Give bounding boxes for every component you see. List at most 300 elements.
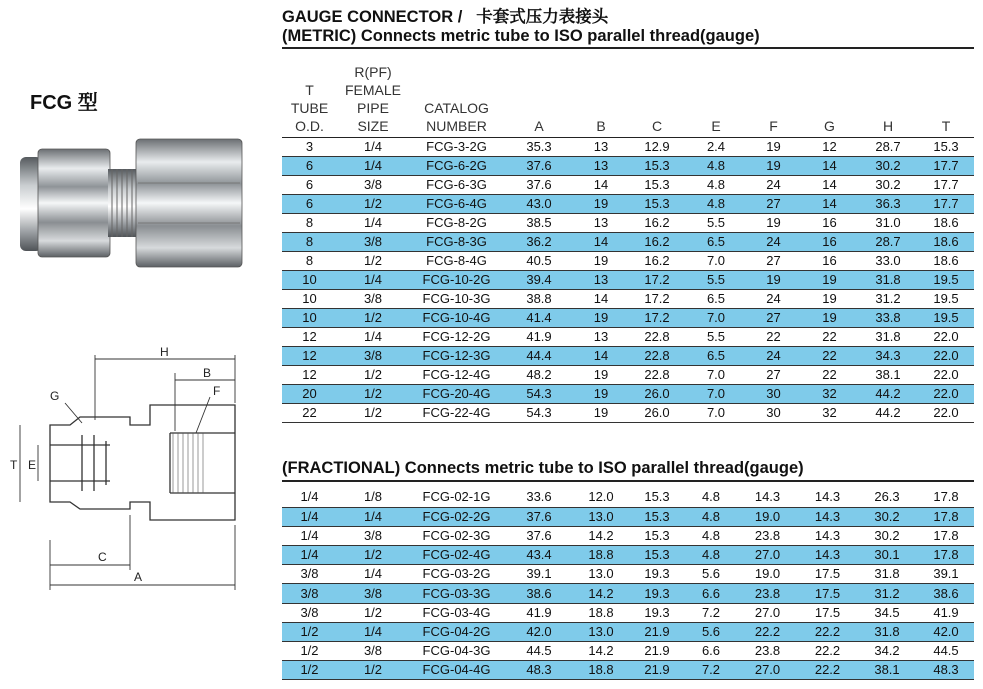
table-cell: 23.8 <box>736 526 799 545</box>
table-cell: 3 <box>282 138 337 157</box>
table-cell: 1/4 <box>282 546 337 565</box>
table-cell: 16.2 <box>628 214 686 233</box>
table-cell: 39.4 <box>504 271 574 290</box>
table-cell: 14.3 <box>736 488 799 507</box>
table-cell: 27 <box>746 309 801 328</box>
table-cell: 19.0 <box>736 565 799 584</box>
table-cell: 34.3 <box>858 347 918 366</box>
table-cell: 22.8 <box>628 347 686 366</box>
table-cell: FCG-12-4G <box>409 366 504 385</box>
table-cell: FCG-03-3G <box>409 584 504 603</box>
table-cell: 31.2 <box>856 584 918 603</box>
metric-header-row <box>282 63 974 138</box>
table-cell: 6.5 <box>686 347 746 366</box>
table-cell: 43.0 <box>504 195 574 214</box>
table-cell: 30 <box>746 404 801 423</box>
metric-header-cell <box>918 63 974 138</box>
table-cell: 14.3 <box>799 488 856 507</box>
dimension-drawing <box>10 345 265 600</box>
table-cell: FCG-04-4G <box>409 661 504 680</box>
table-cell: 13.0 <box>574 565 628 584</box>
table-row <box>282 271 974 290</box>
table-cell: 7.0 <box>686 309 746 328</box>
table-cell: 20 <box>282 385 337 404</box>
table-cell: 12 <box>282 366 337 385</box>
table-cell: FCG-02-3G <box>409 526 504 545</box>
product-photo <box>12 135 272 270</box>
title-line-1 <box>282 8 974 27</box>
table-cell: 14 <box>574 290 628 309</box>
title-en: GAUGE CONNECTOR / <box>282 8 463 26</box>
table-cell: 22 <box>282 404 337 423</box>
table-cell: 1/2 <box>337 385 409 404</box>
table-cell: 1/2 <box>337 404 409 423</box>
label-C: C <box>98 550 107 564</box>
table-cell: 1/2 <box>337 195 409 214</box>
table-cell: 35.3 <box>504 138 574 157</box>
table-cell: 10 <box>282 290 337 309</box>
table-cell: 14.3 <box>799 526 856 545</box>
table-cell: 3/8 <box>337 526 409 545</box>
table-cell: 19.5 <box>918 271 974 290</box>
table-cell: 18.6 <box>918 214 974 233</box>
table-cell: 42.0 <box>918 622 974 641</box>
table-cell: 34.2 <box>856 642 918 661</box>
table-cell: 30 <box>746 385 801 404</box>
table-cell: FCG-10-2G <box>409 271 504 290</box>
table-cell: 3/8 <box>337 176 409 195</box>
table-cell: 19 <box>574 195 628 214</box>
table-cell: 22 <box>801 328 858 347</box>
table-cell: 13.0 <box>574 622 628 641</box>
table-cell: 13.0 <box>574 507 628 526</box>
header-line: C <box>651 118 663 134</box>
table-cell: 37.6 <box>504 176 574 195</box>
table-cell: 2.4 <box>686 138 746 157</box>
table-cell: 32 <box>801 385 858 404</box>
metric-header-cell <box>801 63 858 138</box>
table-cell: 19 <box>574 309 628 328</box>
table-cell: 30.2 <box>858 176 918 195</box>
table-cell: 12 <box>282 328 337 347</box>
table-cell: 39.1 <box>918 565 974 584</box>
table-cell: 13 <box>574 328 628 347</box>
table-cell: 38.1 <box>858 366 918 385</box>
table-cell: FCG-8-3G <box>409 233 504 252</box>
header-line: O.D. <box>295 118 324 134</box>
table-cell: 14 <box>574 233 628 252</box>
title-block <box>282 8 974 49</box>
table-cell: 24 <box>746 233 801 252</box>
metric-header-cell <box>574 63 628 138</box>
table-row <box>282 233 974 252</box>
table-cell: 17.7 <box>918 157 974 176</box>
table-cell: 19 <box>746 214 801 233</box>
table-cell: 19 <box>574 366 628 385</box>
label-F: F <box>213 384 221 398</box>
table-cell: FCG-02-2G <box>409 507 504 526</box>
table-cell: 28.7 <box>858 138 918 157</box>
table-cell: 13 <box>574 271 628 290</box>
table-cell: 30.2 <box>856 507 918 526</box>
table-cell: 3/8 <box>282 603 337 622</box>
table-cell: 24 <box>746 290 801 309</box>
table-cell: 16 <box>801 252 858 271</box>
table-cell: 30.1 <box>856 546 918 565</box>
table-cell: 31.8 <box>858 328 918 347</box>
table-cell: FCG-10-4G <box>409 309 504 328</box>
header-line: B <box>596 118 606 134</box>
table-row <box>282 488 974 507</box>
table-cell: 13 <box>574 157 628 176</box>
table-cell: 1/4 <box>337 507 409 526</box>
table-cell: 36.3 <box>858 195 918 214</box>
table-row <box>282 622 974 641</box>
label-T: T <box>10 458 18 472</box>
header-line: TUBE <box>290 100 329 116</box>
table-cell: 1/4 <box>337 328 409 347</box>
table-cell: 1/4 <box>282 526 337 545</box>
table-cell: 19.3 <box>628 603 686 622</box>
table-cell: 14.2 <box>574 642 628 661</box>
table-cell: 12 <box>801 138 858 157</box>
header-line: NUMBER <box>426 118 487 134</box>
table-cell: FCG-02-1G <box>409 488 504 507</box>
table-cell: 14 <box>801 195 858 214</box>
table-cell: FCG-8-4G <box>409 252 504 271</box>
table-cell: 1/2 <box>337 252 409 271</box>
table-cell: FCG-22-4G <box>409 404 504 423</box>
table-cell: 7.0 <box>686 252 746 271</box>
label-G: G <box>50 389 60 403</box>
table-cell: 22.0 <box>918 404 974 423</box>
table-cell: 15.3 <box>628 176 686 195</box>
table-row <box>282 366 974 385</box>
table-cell: FCG-6-4G <box>409 195 504 214</box>
table-cell: 39.1 <box>504 565 574 584</box>
table-cell: FCG-04-3G <box>409 642 504 661</box>
table-cell: 22.8 <box>628 328 686 347</box>
table-cell: 22 <box>746 328 801 347</box>
table-cell: 1/4 <box>337 138 409 157</box>
table-cell: 24 <box>746 347 801 366</box>
table-cell: FCG-03-4G <box>409 603 504 622</box>
table-cell: 1/4 <box>282 507 337 526</box>
table-cell: 14.2 <box>574 526 628 545</box>
table-cell: 19.3 <box>628 565 686 584</box>
table-cell: 15.3 <box>628 526 686 545</box>
table-cell: 16.2 <box>628 233 686 252</box>
table-cell: 26.0 <box>628 404 686 423</box>
table-cell: 14 <box>801 176 858 195</box>
table-row <box>282 309 974 328</box>
table-cell: 31.0 <box>858 214 918 233</box>
table-cell: 37.6 <box>504 526 574 545</box>
table-cell: 19 <box>801 271 858 290</box>
table-cell: 6 <box>282 176 337 195</box>
label-B: B <box>203 366 212 380</box>
table-cell: 14.2 <box>574 584 628 603</box>
table-cell: 19 <box>574 252 628 271</box>
table-cell: 17.2 <box>628 309 686 328</box>
table-cell: 14 <box>801 157 858 176</box>
model-label: FCG 型 <box>30 92 98 114</box>
table-cell: FCG-6-3G <box>409 176 504 195</box>
table-cell: 17.5 <box>799 603 856 622</box>
table-cell: 33.0 <box>858 252 918 271</box>
table-cell: 44.5 <box>918 642 974 661</box>
metric-header-cell <box>504 63 574 138</box>
table-cell: 14 <box>574 176 628 195</box>
table-cell: 13 <box>574 138 628 157</box>
table-cell: 5.5 <box>686 328 746 347</box>
table-cell: 7.2 <box>686 661 736 680</box>
header-line: CATALOG <box>424 100 489 116</box>
table-cell: 27.0 <box>736 661 799 680</box>
table-cell: 8 <box>282 233 337 252</box>
table-cell: 14.3 <box>799 507 856 526</box>
table-cell: FCG-04-2G <box>409 622 504 641</box>
table-cell: 5.5 <box>686 214 746 233</box>
table-cell: 40.5 <box>504 252 574 271</box>
table-cell: 37.6 <box>504 507 574 526</box>
table-cell: FCG-8-2G <box>409 214 504 233</box>
table-cell: 3/8 <box>337 290 409 309</box>
table-cell: 38.8 <box>504 290 574 309</box>
table-row <box>282 642 974 661</box>
table-row <box>282 661 974 680</box>
table-cell: 1/2 <box>337 366 409 385</box>
table-cell: 44.5 <box>504 642 574 661</box>
table-cell: 44.2 <box>858 404 918 423</box>
table-cell: 54.3 <box>504 404 574 423</box>
table-cell: 19 <box>746 157 801 176</box>
table-cell: 10 <box>282 271 337 290</box>
metric-header-cell <box>337 63 409 138</box>
table-cell: 44.2 <box>858 385 918 404</box>
table-cell: 28.7 <box>858 233 918 252</box>
table-cell: 38.6 <box>918 584 974 603</box>
table-cell: 15.3 <box>628 488 686 507</box>
metric-header-cell <box>858 63 918 138</box>
table-cell: 1/2 <box>337 603 409 622</box>
table-cell: 22.0 <box>918 328 974 347</box>
table-cell: 32 <box>801 404 858 423</box>
table-cell: 13 <box>574 214 628 233</box>
table-cell: 4.8 <box>686 507 736 526</box>
table-cell: 6 <box>282 195 337 214</box>
table-cell: 23.8 <box>736 584 799 603</box>
table-cell: 17.5 <box>799 584 856 603</box>
table-cell: 27 <box>746 195 801 214</box>
header-line: G <box>824 118 835 134</box>
header-line: T <box>305 82 314 98</box>
table-cell: 44.4 <box>504 347 574 366</box>
table-cell: 41.9 <box>504 328 574 347</box>
table-cell: 4.8 <box>686 195 746 214</box>
table-cell: 1/2 <box>337 309 409 328</box>
metric-table <box>282 63 974 423</box>
table-cell: 17.2 <box>628 271 686 290</box>
table-cell: 1/4 <box>337 157 409 176</box>
table-cell: 54.3 <box>504 385 574 404</box>
table-cell: 41.9 <box>918 603 974 622</box>
metric-header-cell <box>282 63 337 138</box>
table-cell: FCG-12-3G <box>409 347 504 366</box>
table-cell: 1/8 <box>337 488 409 507</box>
table-cell: FCG-10-3G <box>409 290 504 309</box>
table-cell: 4.8 <box>686 488 736 507</box>
table-cell: 33.6 <box>504 488 574 507</box>
table-cell: 19 <box>574 404 628 423</box>
table-row <box>282 526 974 545</box>
table-cell: 5.6 <box>686 565 736 584</box>
table-cell: 22.2 <box>736 622 799 641</box>
table-cell: 14 <box>574 347 628 366</box>
table-cell: 41.4 <box>504 309 574 328</box>
table-cell: 3/8 <box>282 565 337 584</box>
table-cell: 6.5 <box>686 233 746 252</box>
table-cell: 6.5 <box>686 290 746 309</box>
metric-header-cell <box>409 63 504 138</box>
table-row <box>282 252 974 271</box>
table-cell: 18.8 <box>574 603 628 622</box>
table-cell: 17.8 <box>918 546 974 565</box>
table-cell: 1/2 <box>282 622 337 641</box>
table-cell: 5.6 <box>686 622 736 641</box>
table-row <box>282 347 974 366</box>
table-cell: 17.7 <box>918 176 974 195</box>
table-cell: FCG-3-2G <box>409 138 504 157</box>
table-cell: 16.2 <box>628 252 686 271</box>
table-row <box>282 404 974 423</box>
table-cell: 26.3 <box>856 488 918 507</box>
table-row <box>282 138 974 157</box>
table-cell: 3/8 <box>337 642 409 661</box>
table-cell: 48.3 <box>504 661 574 680</box>
label-A: A <box>134 570 143 584</box>
metric-header-cell <box>746 63 801 138</box>
table-cell: 31.8 <box>858 271 918 290</box>
table-cell: 6.6 <box>686 642 736 661</box>
table-cell: 19 <box>801 290 858 309</box>
table-cell: 19 <box>574 385 628 404</box>
table-row <box>282 565 974 584</box>
table-cell: 8 <box>282 214 337 233</box>
table-cell: 22.2 <box>799 642 856 661</box>
table-cell: 27 <box>746 252 801 271</box>
header-line: A <box>534 118 544 134</box>
table-cell: 38.6 <box>504 584 574 603</box>
table-cell: 16 <box>801 233 858 252</box>
table-cell: 23.8 <box>736 642 799 661</box>
table-cell: FCG-6-2G <box>409 157 504 176</box>
table-cell: 18.6 <box>918 252 974 271</box>
table-row <box>282 507 974 526</box>
table-cell: 12 <box>282 347 337 366</box>
table-cell: 12.9 <box>628 138 686 157</box>
header-line: E <box>711 118 721 134</box>
table-cell: 24 <box>746 176 801 195</box>
header-line: H <box>882 118 894 134</box>
table-cell: 1/4 <box>337 565 409 584</box>
table-cell: 22 <box>801 366 858 385</box>
table-cell: 4.8 <box>686 546 736 565</box>
table-cell: 26.0 <box>628 385 686 404</box>
table-cell: 7.0 <box>686 404 746 423</box>
table-cell: 3/8 <box>337 233 409 252</box>
table-cell: 15.3 <box>628 157 686 176</box>
table-cell: 18.8 <box>574 546 628 565</box>
fractional-title: (FRACTIONAL) Connects metric tube to ISO parallel thread(gauge) <box>282 458 974 482</box>
table-cell: 8 <box>282 252 337 271</box>
table-cell: 7.0 <box>686 366 746 385</box>
table-cell: 6.6 <box>686 584 736 603</box>
table-cell: 6 <box>282 157 337 176</box>
table-cell: 3/8 <box>337 347 409 366</box>
table-cell: 17.7 <box>918 195 974 214</box>
table-cell: 15.3 <box>628 507 686 526</box>
table-cell: 21.9 <box>628 642 686 661</box>
table-cell: 22.8 <box>628 366 686 385</box>
table-cell: 17.8 <box>918 526 974 545</box>
table-cell: 27 <box>746 366 801 385</box>
table-row <box>282 214 974 233</box>
table-cell: 7.0 <box>686 385 746 404</box>
metric-header-cell <box>628 63 686 138</box>
table-row <box>282 584 974 603</box>
table-row <box>282 176 974 195</box>
table-cell: 3/8 <box>282 584 337 603</box>
table-cell: 22.2 <box>799 622 856 641</box>
table-cell: 1/4 <box>282 488 337 507</box>
table-cell: 17.8 <box>918 507 974 526</box>
table-cell: 22 <box>801 347 858 366</box>
table-cell: 19 <box>801 309 858 328</box>
table-cell: 1/2 <box>282 642 337 661</box>
table-cell: 31.2 <box>858 290 918 309</box>
table-cell: 41.9 <box>504 603 574 622</box>
table-cell: 16 <box>801 214 858 233</box>
table-cell: 48.2 <box>504 366 574 385</box>
header-line: F <box>769 118 778 134</box>
table-cell: 4.8 <box>686 157 746 176</box>
table-cell: 42.0 <box>504 622 574 641</box>
table-cell: 5.5 <box>686 271 746 290</box>
header-line: T <box>941 118 951 134</box>
table-cell: 14.3 <box>799 546 856 565</box>
table-cell: 21.9 <box>628 661 686 680</box>
table-cell: 27.0 <box>736 546 799 565</box>
table-cell: 19.3 <box>628 584 686 603</box>
table-cell: 19 <box>746 271 801 290</box>
table-cell: 1/4 <box>337 271 409 290</box>
table-cell: 15.3 <box>918 138 974 157</box>
table-row <box>282 290 974 309</box>
table-cell: FCG-02-4G <box>409 546 504 565</box>
table-cell: 18.8 <box>574 661 628 680</box>
title-cn: 卡套式压力表接头 <box>476 8 609 26</box>
table-cell: 17.2 <box>628 290 686 309</box>
table-cell: 31.8 <box>856 622 918 641</box>
table-cell: 34.5 <box>856 603 918 622</box>
header-line: SIZE <box>357 118 389 134</box>
table-cell: 4.8 <box>686 176 746 195</box>
table-cell: 21.9 <box>628 622 686 641</box>
table-row <box>282 546 974 565</box>
table-cell: 36.2 <box>504 233 574 252</box>
table-cell: 30.2 <box>858 157 918 176</box>
